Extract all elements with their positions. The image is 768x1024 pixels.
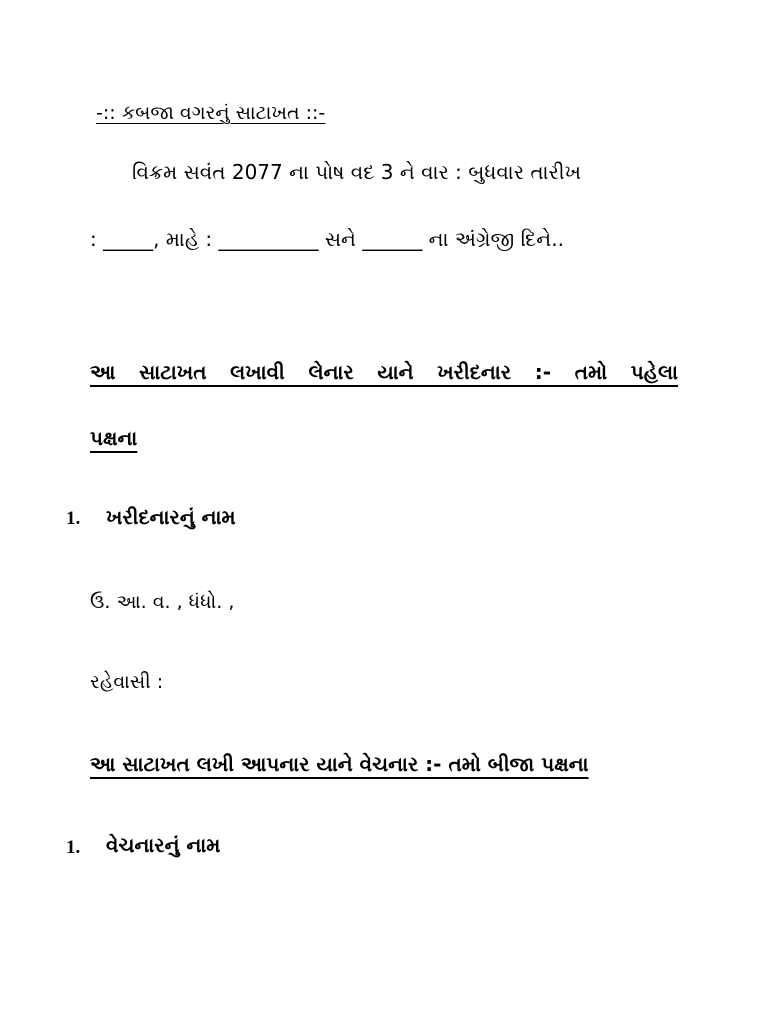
seller-section-heading: આ સાટાખત લખી આપનાર યાને વેચનાર :- તમો બીજા પક્ષના [90,752,589,776]
date-line-1: વિક્રમ સવંત 2077 ના પોષ વદ 3 ને વાર : બુધવાર તારીખ [132,160,582,184]
buyer-section-heading: આ સાટાખત લખાવી લેનાર યાને ખરીદનાર :- તમો પહેલા [90,360,678,384]
seller-item-number: 1. [66,837,81,858]
buyer-item-number: 1. [66,508,81,529]
buyer-age-occupation: ઉ. આ. વ. , ધંધો. , [90,591,235,613]
buyer-section-heading-continued: પક્ષના [90,426,138,450]
buyer-residence: રહેવાસી : [90,671,164,693]
document-title: -:: કબજા વગરનું સાટાખત ::- [96,102,326,124]
buyer-name-label: ખરીદનારનું નામ [106,505,236,529]
seller-name-label: વેચનારનું નામ [106,833,221,857]
date-line-2: : _____, માહે : __________ સને ______ ના અંગ્રેજી દિને.. [90,227,564,251]
